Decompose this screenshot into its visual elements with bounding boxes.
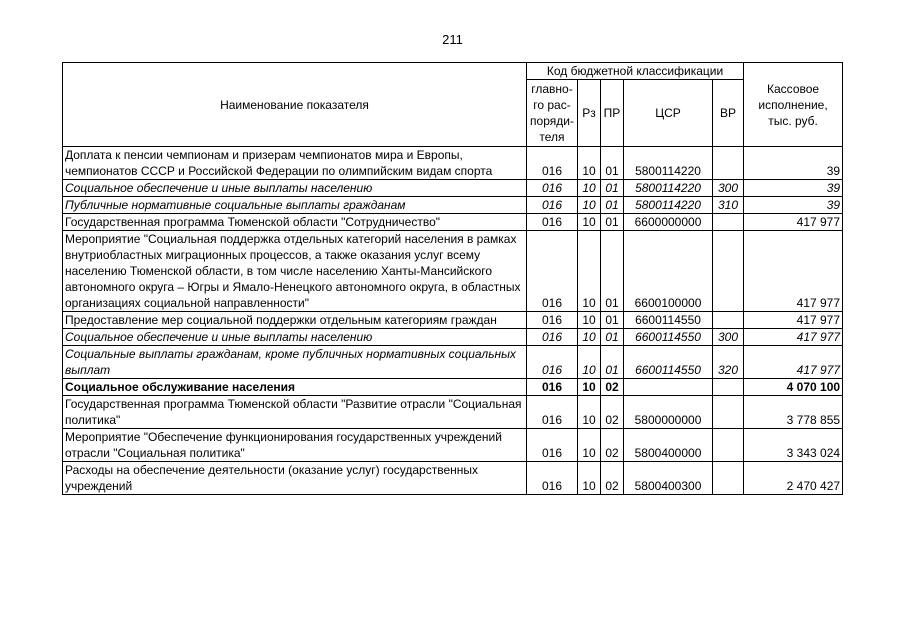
row-vr-code [713, 214, 744, 231]
row-amount: 39 [744, 197, 843, 214]
row-rz-code: 10 [578, 180, 601, 197]
row-grbs-code: 016 [527, 379, 578, 396]
row-vr-code: 320 [713, 346, 744, 379]
row-csr-code: 6600114550 [624, 329, 713, 346]
row-vr-code [713, 312, 744, 329]
row-name: Государственная программа Тюменской области "Развитие отрасли "Социальная политика" [63, 396, 527, 429]
header-classification-group: Код бюджетной классификации [527, 63, 744, 80]
row-amount: 417 977 [744, 231, 843, 312]
table-row [63, 312, 843, 329]
header-name-column: Наименование показателя [63, 63, 527, 147]
row-grbs-code: 016 [527, 312, 578, 329]
table-header [63, 63, 843, 147]
row-csr-code: 5800000000 [624, 396, 713, 429]
row-rz-code: 10 [578, 429, 601, 462]
row-csr-code: 5800114220 [624, 197, 713, 214]
row-csr-code [624, 379, 713, 396]
row-grbs-code: 016 [527, 462, 578, 495]
row-pr-code: 01 [601, 214, 624, 231]
table-row [63, 197, 843, 214]
row-vr-code: 310 [713, 197, 744, 214]
table-row [63, 147, 843, 180]
table-row [63, 231, 843, 312]
table-row [63, 462, 843, 495]
row-grbs-code: 016 [527, 231, 578, 312]
table-row [63, 214, 843, 231]
table-row [63, 346, 843, 379]
row-name: Расходы на обеспечение деятельности (оказание услуг) государственных учреждений [63, 462, 527, 495]
header-pr-column: ПР [601, 80, 624, 147]
row-vr-code [713, 429, 744, 462]
row-name: Социальные выплаты гражданам, кроме публичных нормативных социальных выплат [63, 346, 527, 379]
row-grbs-code: 016 [527, 329, 578, 346]
row-rz-code: 10 [578, 312, 601, 329]
row-rz-code: 10 [578, 346, 601, 379]
row-rz-code: 10 [578, 462, 601, 495]
row-name: Мероприятие "Социальная поддержка отдельных категорий населения в рамках внутриобластных миграционных процессов, а также оказания услуг всему населению Тюменской области, в том числе населению Ханты-Мансийского автономного округа – Югры и Ямало-Ненецкого автономного округа, в областных организациях социальной направленности" [63, 231, 527, 312]
row-grbs-code: 016 [527, 396, 578, 429]
table-row [63, 329, 843, 346]
row-csr-code: 5800400000 [624, 429, 713, 462]
row-pr-code: 01 [601, 329, 624, 346]
row-vr-code [713, 379, 744, 396]
row-name: Мероприятие "Обеспечение функционирования государственных учреждений отрасли "Социальная политика" [63, 429, 527, 462]
row-rz-code: 10 [578, 231, 601, 312]
row-name: Социальное обслуживание населения [63, 379, 527, 396]
row-pr-code: 02 [601, 396, 624, 429]
row-csr-code: 6600100000 [624, 231, 713, 312]
row-csr-code: 5800114220 [624, 180, 713, 197]
row-name: Публичные нормативные социальные выплаты гражданам [63, 197, 527, 214]
row-vr-code [713, 396, 744, 429]
row-amount: 3 343 024 [744, 429, 843, 462]
row-vr-code [713, 462, 744, 495]
row-grbs-code: 016 [527, 346, 578, 379]
row-amount: 3 778 855 [744, 396, 843, 429]
header-csr-column: ЦСР [624, 80, 713, 147]
row-amount: 4 070 100 [744, 379, 843, 396]
row-name: Государственная программа Тюменской области "Сотрудничество" [63, 214, 527, 231]
table-body [63, 147, 843, 495]
row-amount: 417 977 [744, 329, 843, 346]
row-pr-code: 01 [601, 197, 624, 214]
row-rz-code: 10 [578, 396, 601, 429]
header-rz-column: Рз [578, 80, 601, 147]
row-grbs-code: 016 [527, 214, 578, 231]
row-amount: 417 977 [744, 346, 843, 379]
row-vr-code: 300 [713, 329, 744, 346]
row-amount: 2 470 427 [744, 462, 843, 495]
row-pr-code: 02 [601, 379, 624, 396]
header-amount-column: Кассовое исполнение, тыс. руб. [744, 63, 843, 147]
row-pr-code: 01 [601, 312, 624, 329]
row-rz-code: 10 [578, 379, 601, 396]
row-grbs-code: 016 [527, 429, 578, 462]
row-pr-code: 01 [601, 346, 624, 379]
row-name: Социальное обеспечение и иные выплаты населению [63, 180, 527, 197]
row-name: Доплата к пенсии чемпионам и призерам чемпионатов мира и Европы, чемпионатов СССР и Российской Федерации по олимпийским видам спорта [63, 147, 527, 180]
row-rz-code: 10 [578, 147, 601, 180]
row-pr-code: 01 [601, 180, 624, 197]
row-grbs-code: 016 [527, 180, 578, 197]
table-row [63, 429, 843, 462]
table-row [63, 379, 843, 396]
table-row [63, 180, 843, 197]
page-number: 211 [442, 32, 463, 47]
table-row [63, 396, 843, 429]
budget-execution-table [62, 62, 843, 495]
row-vr-code [713, 147, 744, 180]
row-csr-code: 6600114550 [624, 346, 713, 379]
header-vr-column: ВР [713, 80, 744, 147]
row-rz-code: 10 [578, 214, 601, 231]
row-vr-code [713, 231, 744, 312]
row-name: Социальное обеспечение и иные выплаты населению [63, 329, 527, 346]
row-amount: 417 977 [744, 214, 843, 231]
row-csr-code: 6600000000 [624, 214, 713, 231]
row-rz-code: 10 [578, 197, 601, 214]
row-csr-code: 6600114550 [624, 312, 713, 329]
row-amount: 39 [744, 180, 843, 197]
row-rz-code: 10 [578, 329, 601, 346]
row-name: Предоставление мер социальной поддержки отдельным категориям граждан [63, 312, 527, 329]
row-grbs-code: 016 [527, 147, 578, 180]
row-vr-code: 300 [713, 180, 744, 197]
row-pr-code: 02 [601, 462, 624, 495]
row-amount: 417 977 [744, 312, 843, 329]
header-grbs-column: главно- го рас- поряди- теля [527, 80, 578, 147]
row-pr-code: 02 [601, 429, 624, 462]
row-csr-code: 5800114220 [624, 147, 713, 180]
row-pr-code: 01 [601, 147, 624, 180]
row-grbs-code: 016 [527, 197, 578, 214]
row-csr-code: 5800400300 [624, 462, 713, 495]
row-amount: 39 [744, 147, 843, 180]
row-pr-code: 01 [601, 231, 624, 312]
